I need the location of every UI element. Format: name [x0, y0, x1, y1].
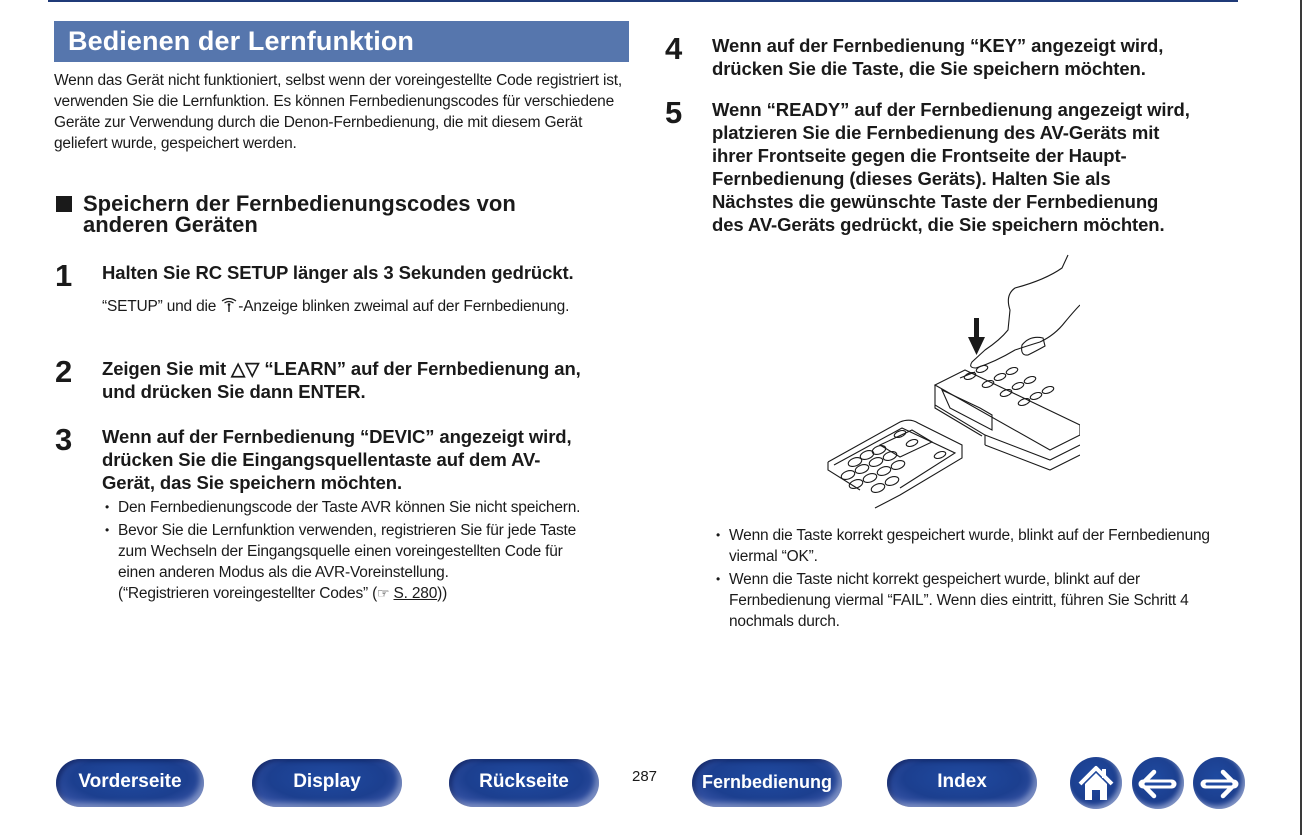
- step-2: [55, 356, 635, 406]
- step-body-text: -Anzeige blinken zweimal auf der Fernbedienung.: [238, 298, 570, 315]
- step-heading-line: Wenn auf der Fernbedienung “KEY” angezeigt wird,: [712, 35, 1164, 56]
- square-bullet-icon: [56, 196, 72, 212]
- step-3: [55, 424, 645, 634]
- note-item: • Den Fernbedienungscode der Taste AVR können Sie nicht speichern.: [105, 497, 590, 518]
- antenna-indicator-icon: [220, 297, 238, 312]
- step-heading-line: Zeigen Sie mit △▽ “LEARN” auf der Fernbedienung an,: [102, 358, 581, 379]
- note-item: • Wenn die Taste korrekt gespeichert wurde, blinkt auf der Fernbedienung viermal “OK”.: [716, 525, 1216, 567]
- note-text: Bevor Sie die Lernfunktion verwenden, registrieren Sie für jede Taste zum Wechseln der Eingangsquelle einen voreingestellten Code für einen anderen Modus als die AVR-Voreinstellung.: [118, 522, 577, 581]
- step-5-notes: [716, 525, 1216, 634]
- note-item: [105, 520, 590, 604]
- step-heading-line: drücken Sie die Eingangsquellentaste auf dem AV-: [102, 449, 541, 470]
- step-1: [55, 260, 635, 340]
- nav-button-display[interactable]: Display: [252, 759, 402, 807]
- reference-suffix: )): [437, 585, 448, 602]
- back-button[interactable]: [1132, 757, 1184, 809]
- step-heading-line: des AV-Geräts gedrückt, die Sie speichern möchten.: [712, 214, 1165, 235]
- step-heading-line: drücken Sie die Taste, die Sie speichern möchten.: [712, 58, 1146, 79]
- main-remote-drawing: [828, 420, 962, 508]
- page-number: 287: [632, 768, 658, 785]
- av-remote-drawing: [935, 364, 1080, 470]
- page-title: Bedienen der Lernfunktion: [54, 21, 629, 62]
- step-heading: [712, 98, 1190, 236]
- step-heading-line: Wenn auf der Fernbedienung “DEVIC” angezeigt wird,: [102, 426, 572, 447]
- step-number: 4: [665, 31, 683, 66]
- home-icon: [1070, 757, 1122, 809]
- section-heading: [54, 193, 634, 235]
- step-heading-line: Gerät, das Sie speichern möchten.: [102, 472, 402, 493]
- reference-prefix: (“Registrieren voreingestellter Codes” (: [118, 585, 378, 602]
- step-heading-line: Fernbedienung (dieses Geräts). Halten Sie als: [712, 168, 1111, 189]
- nav-button-vorderseite[interactable]: Vorderseite: [56, 759, 204, 807]
- nav-button-rueckseite[interactable]: Rückseite: [449, 759, 599, 807]
- section-heading-line1: Speichern der Fernbedienungscodes von: [83, 191, 516, 216]
- step-body: [102, 296, 572, 317]
- pointing-hand-icon: ☞: [377, 585, 390, 601]
- step-notes: [105, 497, 590, 606]
- step-heading: [102, 357, 581, 403]
- step-heading-line: ihrer Frontseite gegen die Frontseite der Haupt-: [712, 145, 1127, 166]
- step-heading: [102, 425, 572, 494]
- hand-drawing: [971, 255, 1080, 368]
- forward-button[interactable]: [1193, 757, 1245, 809]
- step-heading: Halten Sie RC SETUP länger als 3 Sekunden gedrückt.: [102, 262, 574, 283]
- back-arrow-icon: [1132, 757, 1184, 809]
- step-number: 3: [55, 422, 73, 457]
- step-heading: [712, 34, 1163, 80]
- down-arrow-drawing: [968, 318, 985, 355]
- remote-learning-illustration: [800, 250, 1080, 510]
- nav-button-index[interactable]: Index: [887, 759, 1037, 807]
- note-item: • Wenn die Taste nicht korrekt gespeichert wurde, blinkt auf der Fernbedienung viermal “FAIL”. Wenn dies eintritt, führen Sie Schritt 4 nochmals durch.: [716, 569, 1216, 632]
- intro-paragraph: Wenn das Gerät nicht funktioniert, selbst wenn der voreingestellte Code registriert ist, verwenden Sie die Lernfunktion. Es können Fernbedienungscodes für verschiedene Geräte zur Verwendung durch die Denon-Fernbedienung, die mit diesem Gerät geliefert wurde, gespeichert werden.: [54, 72, 622, 152]
- step-4: [665, 33, 1245, 83]
- step-heading-line: Nächstes die gewünschte Taste der Fernbedienung: [712, 191, 1159, 212]
- page-reference-link[interactable]: S. 280: [393, 585, 438, 602]
- step-number: 1: [55, 258, 73, 293]
- step-heading-line: platzieren Sie die Fernbedienung des AV-Geräts mit: [712, 122, 1160, 143]
- step-number: 5: [665, 95, 683, 130]
- top-rule: [48, 0, 1238, 2]
- home-button[interactable]: [1070, 757, 1122, 809]
- step-number: 2: [55, 354, 73, 389]
- step-body-text: “SETUP” und die: [102, 298, 221, 315]
- step-heading-line: und drücken Sie dann ENTER.: [102, 381, 366, 402]
- section-heading-line2: anderen Geräten: [83, 212, 258, 237]
- forward-arrow-icon: [1193, 757, 1245, 809]
- step-heading-line: Wenn “READY” auf der Fernbedienung angezeigt wird,: [712, 99, 1190, 120]
- nav-button-fernbedienung[interactable]: Fernbedienung: [692, 759, 842, 807]
- step-5: [665, 97, 1245, 247]
